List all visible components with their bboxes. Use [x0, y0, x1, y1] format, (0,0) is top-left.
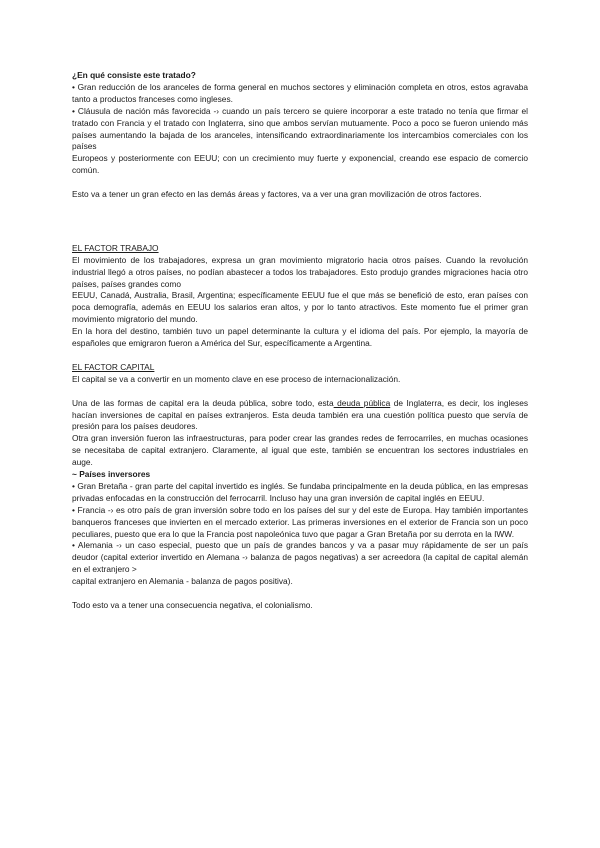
investor-countries-subheading: ~ Países inversores — [72, 469, 151, 480]
capital-paragraph-intro: El capital se va a convertir en un momento clave en ese proceso de internacionalización. — [72, 373, 401, 384]
trabajo-heading: EL FACTOR TRABAJO — [72, 242, 159, 253]
spacer — [72, 231, 528, 243]
public-debt-text-before: Una de las formas de capital era la deuda pública, sobre todo, esta — [72, 397, 334, 408]
capital-heading: EL FACTOR CAPITAL — [72, 361, 155, 372]
capital-paragraph-public-debt — [72, 398, 528, 434]
trabajo-paragraph-countries: EEUU, Canadá, Australia, Brasil, Argentina; específicamente EEUU fue el que más se benefició de esto, eran países con poca demografía, además en EEUU los salarios eran altos, y por lo tanto atractivos. Este momento fue el primer gran movimiento migratorio del mundo. — [72, 290, 528, 325]
capital-paragraph-infrastructure: Otra gran inversión fueron las infraestructuras, para poder crear las grandes redes de ferrocarriles, en muchas ocasiones se necesitaba de capital extranjero. Claramente, al igual que este, también se encuentran los sectores industriales en auge. — [72, 433, 528, 468]
spacer — [72, 386, 528, 398]
trabajo-paragraph-migration: El movimiento de los trabajadores, expresa un gran movimiento migratorio hacia otros países. Cuando la revolución industrial llegó a otros países, no podían abastecer a todos los trabajadores. Esto produjo grandes migraciones hacia otro países, países grandes como — [72, 254, 528, 289]
spacer — [72, 201, 528, 231]
spacer — [72, 177, 528, 189]
conclusion-paragraph: Todo esto va a tener una consecuencia negativa, el colonialismo. — [72, 599, 313, 610]
spacer — [72, 588, 528, 600]
intro-paragraph-europe: Europeos y posteriormente con EEUU; con un crecimiento muy fuerte y exponencial, creando ese espacio de comercio común. — [72, 153, 528, 176]
intro-heading: ¿En qué consiste este tratado? — [72, 70, 196, 80]
bullet-france: • Francia -› es otro país de gran inversión sobre todo en los países del sur y del este de Europa. Hay también importantes banqueros franceses que invierten en el mercado exterior. Las primeras inversiones en el exterior de Francia son un poco peculiares, puesto que era lo que la Francia post napoleónica tuvo que pagar a Gran Bretaña por su derrota en la IWW. — [72, 504, 528, 539]
public-debt-text-after: de Inglaterra, es decir, los ingleses hacían inversiones de capital en países extranjeros. Esta deuda también era una cuestión política puesto que servía de presión para los países deudores. — [72, 397, 529, 432]
intro-bullet-tariffs: • Gran reducción de los aranceles de forma general en muchos sectores y eliminación completa en otros, estos agravaba tanto a productos franceses como ingleses. — [72, 81, 528, 104]
bullet-great-britain: • Gran Bretaña - gran parte del capital invertido es inglés. Se fundaba principalmente en la deuda pública, en las empresas privadas enfocadas en la construcción del ferrocarril. Incluso hay una gran inversión de capital inglés en EEUU. — [72, 480, 528, 503]
intro-paragraph-effects: Esto va a tener un gran efecto en las demás áreas y factores, va a ver una gran movilización de otros factores. — [72, 189, 482, 200]
public-debt-underlined: deuda pública — [333, 397, 391, 408]
spacer — [72, 350, 528, 362]
intro-bullet-most-favoured-nation: • Cláusula de nación más favorecida -› cuando un país tercero se quiere incorporar a este tratado no tenía que firmar el tratado con Francia y el tratado con Inglaterra, sino que ambos servían mutuamente. Poco a poco se fueron uniendo más países aumentando la bajada de los aranceles, intensificando extraordinariamente los intercambios comerciales con los países — [72, 105, 528, 152]
trabajo-paragraph-culture: En la hora del destino, también tuvo un papel determinante la cultura y el idioma del país. Por ejemplo, la mayoría de españoles que emigraron fueron a América del Sur, específicamente a Argentina. — [72, 326, 528, 349]
bullet-germany: • Alemania -› un caso especial, puesto que un país de grandes bancos y va a pasar muy rápidamente de ser un país deudor (capital exterior invertido en Alemana -› balanza de pagos negativas) a ser acreedora (la capital de capital alemán en el extranjero > — [72, 540, 528, 575]
capital-paragraph-balance: capital extranjero en Alemania - balanza de pagos positiva). — [72, 576, 293, 587]
